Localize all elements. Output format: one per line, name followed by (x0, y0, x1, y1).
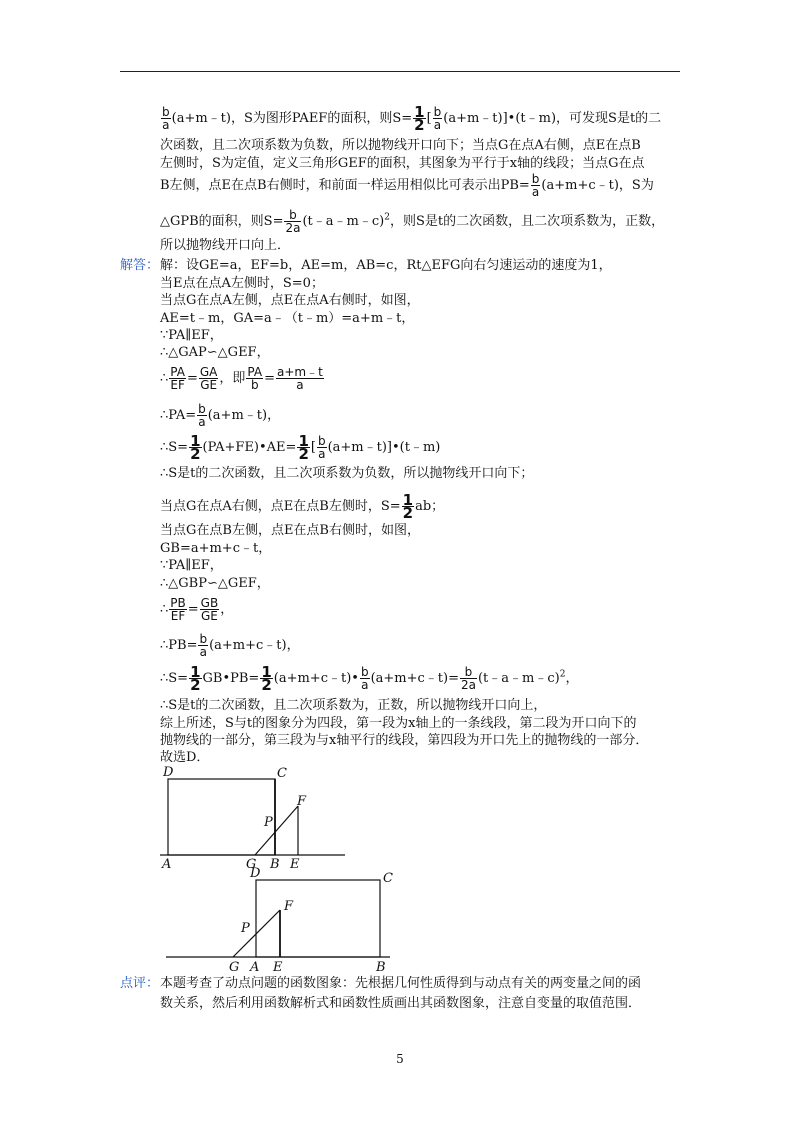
fraction-half: $\frac{1}{2}$ (261, 663, 272, 694)
answer-line-5: ∵PA∥EF， (160, 328, 223, 343)
answer-line-7: ∴ $\frac{PA}{EF}$ = $\frac{GA}{GE}$ ，即 $\frac{PA}{b}$ = $\frac{a+m﹣t}{a}$ (160, 365, 323, 392)
answer-line-22: 故选D． (160, 750, 210, 765)
fraction-amt-a: $\frac{a+m﹣t}{a}$ (277, 365, 323, 392)
fraction-half: $\frac{1}{2}$ (298, 432, 309, 463)
fraction-b-over-2a: $\frac{b}{2a}$ (460, 665, 476, 692)
figure-2-labels (229, 866, 393, 975)
label-E: E (273, 960, 283, 975)
fraction-b-over-a: $\frac{b}{a}$ (162, 105, 170, 132)
fraction-b-over-a: $\frac{b}{a}$ (317, 434, 326, 461)
fraction-b-over-a: $\frac{b}{a}$ (433, 105, 442, 132)
answer-line-20: 综上所述，S与t的图象分为四段，第一段为x轴上的一条线段，第二段为开口向下的 (160, 716, 637, 731)
fraction-b-over-a: $\frac{b}{a}$ (531, 172, 540, 199)
answer-line-13: GB=a+m+c﹣t， (160, 541, 272, 556)
intro-line-5: △GPB的面积，则S= $\frac{b}{2a}$ (t﹣a﹣m﹣c)$^2$，则S是t的二次函数，且二次项系数为，正数， (160, 208, 665, 235)
fraction-PB-EF: $\frac{PB}{EF}$ (170, 596, 186, 623)
figure-1-labels (161, 765, 307, 872)
answer-line-18: ∴S= $\frac{1}{2}$ GB•PB= $\frac{1}{2}$ (a+m+c﹣t)• $\frac{b}{a}$ (a+m+c﹣t)= $\frac{b}{2a}$ (t﹣a﹣m﹣c)$^2$， (160, 663, 579, 694)
answer-line-8: ∴PA= $\frac{b}{a}$ (a+m﹣t)， (160, 402, 281, 429)
answer-label: 解答： (120, 258, 160, 273)
intro-line-1: $\frac{b}{a}$ (a+m﹣t)，S为图形PAEF的面积，则S= $\frac{1}{2}$ [ $\frac{b}{a}$ (a+m﹣t)]•(t﹣m)，可发现S是t的二 (162, 103, 662, 134)
label-E: E (290, 857, 300, 872)
rectangle-ABCD (256, 880, 380, 957)
label-A: A (162, 857, 172, 872)
fraction-b-over-2a: $\frac{b}{2a}$ (285, 208, 301, 235)
fraction-half: $\frac{1}{2}$ (190, 663, 201, 694)
label-F: F (297, 794, 307, 809)
answer-line-21: 抛物线的一部分，第三段为与x轴平行的线段，第四段为开口先上的抛物线的一部分． (160, 733, 649, 748)
fraction-GA-GE: $\frac{GA}{GE}$ (199, 365, 218, 392)
fraction-b-over-a: $\frac{b}{a}$ (199, 632, 208, 659)
label-D: D (250, 866, 261, 881)
figure-2 (166, 880, 390, 957)
label-G: G (229, 960, 240, 975)
comment-line-2: 数关系，然后利用函数解析式和函数性质画出其函数图象，注意自变量的取值范围． (160, 996, 642, 1011)
label-C: C (383, 871, 393, 886)
answer-line-4: AE=t﹣m，GA=a﹣（t﹣m）=a+m﹣t， (160, 311, 415, 326)
fraction-GB-GE: $\frac{GB}{GE}$ (200, 596, 219, 623)
answer-line-9: ∴S= $\frac{1}{2}$ (PA+FE)•AE= $\frac{1}{2}$ [ $\frac{b}{a}$ (a+m﹣t)]•(t﹣m) (160, 432, 441, 463)
comment-label: 点评： (120, 976, 160, 991)
label-B: B (270, 857, 280, 872)
label-B: B (376, 960, 386, 975)
fraction-PA-EF: $\frac{PA}{EF}$ (170, 365, 185, 392)
intro-line-2: 次函数，且二次项系数为负数，所以抛物线开口向下；当点G在点A右侧，点E在点B (160, 138, 641, 153)
rectangle-ABCD (168, 779, 275, 855)
intro-line-3: 左侧时，S为定值，定义三角形GEF的面积，其图象为平行于x轴的线段；当点G在点 (160, 156, 645, 171)
answer-line-6: ∴△GAP∽△GEF， (160, 345, 270, 360)
label-A: A (250, 960, 260, 975)
label-F: F (284, 899, 294, 914)
answer-line-2: 当E点在点A左侧时，S=0； (160, 276, 324, 291)
intro-line-4: B左侧，点E在点B右侧时，和前面一样运用相似比可表示出PB= $\frac{b}{a}$ (a+m+c﹣t)，S为 (160, 172, 654, 199)
fraction-half: $\frac{1}{2}$ (190, 432, 201, 463)
fraction-half: $\frac{1}{2}$ (402, 491, 414, 522)
fraction-b-over-a: $\frac{b}{a}$ (360, 665, 369, 692)
answer-line-15: ∴△GBP∽△GEF， (160, 576, 270, 591)
answer-line-3: 当点G在点A左侧，点E在点A右侧时，如图， (160, 293, 420, 308)
answer-line-10: ∴S是t的二次函数，且二次项系数为负数，所以抛物线开口向下； (160, 466, 534, 481)
answer-line-17: ∴PB= $\frac{b}{a}$ (a+m+c﹣t)， (160, 632, 300, 659)
answer-line-14: ∵PA∥EF， (160, 558, 223, 573)
answer-line-1: 解：设GE=a，EF=b，AE=m，AB=c，Rt△EFG向右匀速运动的速度为1， (160, 258, 612, 273)
answer-line-12: 当点G在点B左侧，点E在点B右侧时，如图， (160, 523, 420, 538)
label-D: D (163, 765, 174, 780)
label-P: P (241, 921, 250, 936)
fraction-half: $\frac{1}{2}$ (414, 103, 425, 134)
fraction-PA-b: $\frac{PA}{b}$ (247, 365, 263, 392)
comment-line-1: 本题考查了动点问题的函数图象：先根据几何性质得到与动点有关的两变量之间的函 (160, 976, 642, 991)
fraction-b-over-a: $\frac{b}{a}$ (198, 402, 206, 429)
page-number: 5 (396, 1052, 404, 1066)
answer-line-19: ∴S是t的二次函数，且二次项系数为，正数，所以抛物线开口向上， (160, 698, 547, 713)
answer-line-16: ∴ $\frac{PB}{EF}$ = $\frac{GB}{GE}$ ， (160, 596, 234, 623)
hypotenuse-GF (255, 806, 298, 855)
label-C: C (277, 766, 287, 781)
figure-1 (160, 779, 345, 855)
intro-line-6: 所以抛物线开口向上． (160, 238, 291, 253)
label-G: G (246, 857, 257, 872)
answer-line-11: 当点G在点A右侧，点E在点B左侧时，S= $\frac{1}{2}$ ab； (160, 491, 445, 522)
label-P: P (264, 815, 273, 830)
